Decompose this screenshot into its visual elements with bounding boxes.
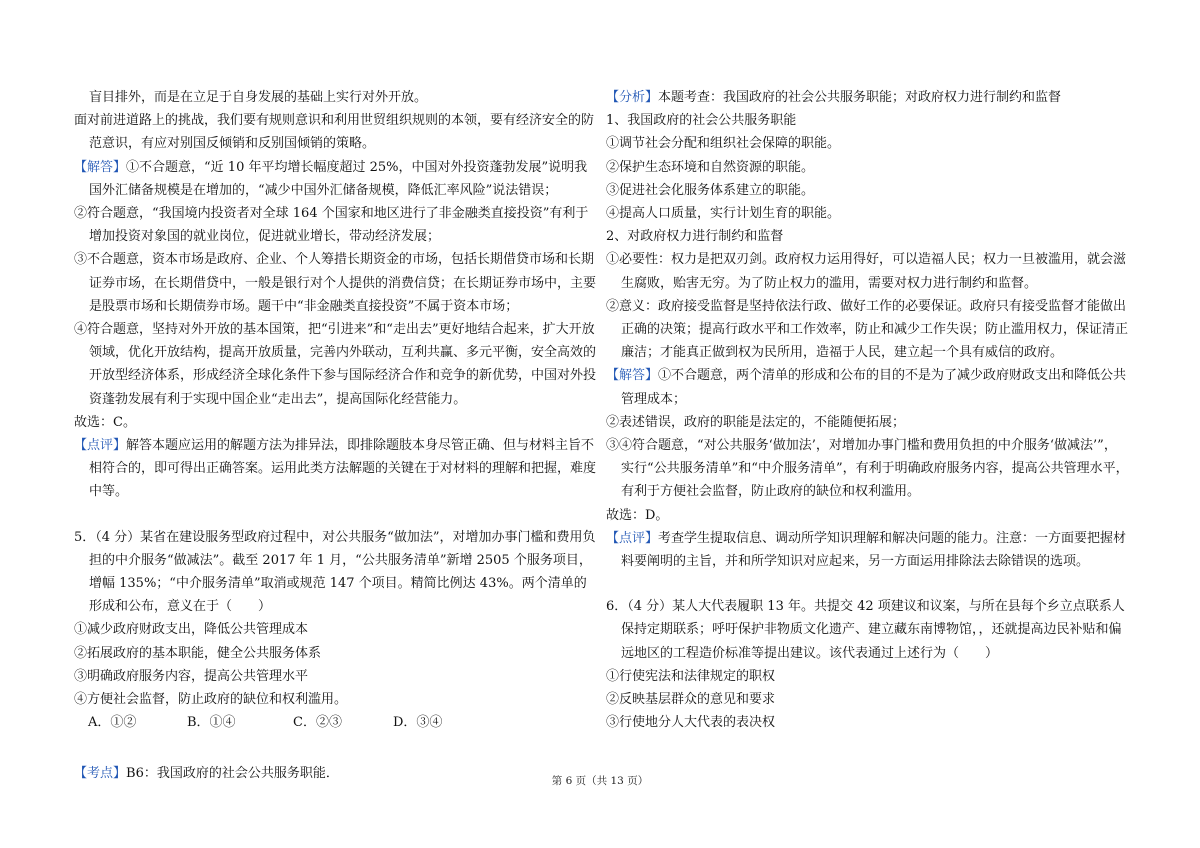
question-6-item: ③行使地分人大代表的表决权 <box>606 715 776 731</box>
option-c: C．②③ <box>293 715 342 731</box>
question-6-item: ②反映基层群众的意见和要求 <box>606 692 776 708</box>
comment-tag: 【点评】 <box>74 438 127 454</box>
option-b: B．①④ <box>187 715 236 731</box>
answer-tag: 【解答】 <box>74 159 127 175</box>
question-6-stem: 6．（4 分）某人大代表履职 13 年。共提交 42 项建议和议案，与所在县每个乡立点联系人保持定期联系；呼吁保护非物质文化遗产、建立藏东南博物馆，，还就提高边民补贴和偏远地区的工程造价标准等提出建议。该代表通过上述行为（ ） <box>606 599 1125 661</box>
analysis-heading <box>606 86 1129 109</box>
question-5-item: ③明确政府服务内容，提高公共管理水平 <box>74 668 309 684</box>
answer-item-3: ③④符合题意，“对公共服务‘做加法’，对增加办事门槛和费用负担的中介服务‘做减法’”，实行“公共服务清单”和“中介服务清单”，有利于明确政府服务内容，提高公共管理水平，有利于方便社会监督，防止政府的缺位和权利滥用。 <box>606 438 1129 500</box>
knowledge-tag: 【考点】 <box>74 766 127 782</box>
question-5-item: ④方便社会监督，防止政府的缺位和权利滥用。 <box>74 692 348 708</box>
left-column <box>74 86 597 786</box>
answer-item-3: ③不合题意，资本市场是政府、企业、个人筹措长期资金的市场，包括长期借贷市场和长期证券市场，在长期借贷中，一般是银行对个人提供的消费信贷；在长期证券市场中，主要是股票市场和长期债券市场。题干中“非金融类直接投资”不属于资本市场； <box>74 252 597 314</box>
section-heading-2: 2、对政府权力进行制约和监督 <box>606 229 784 245</box>
page-footer: 第 6 页（共 13 页） <box>551 775 649 787</box>
significance-paragraph: ②意义：政府接受监督是坚持依法行政、做好工作的必要保证。政府只有接受监督才能做出正确的决策；提高行政水平和工作效率，防止和减少工作失误；防止滥用权力，保证清正廉洁；才能真正做到权为民所用，造福于人民，建立起一个具有威信的政府。 <box>606 298 1129 361</box>
question-5-item: ②拓展政府的基本职能，健全公共服务体系 <box>74 645 322 661</box>
section-heading-1: 1、我国政府的社会公共服务职能 <box>606 113 797 129</box>
comment-paragraph <box>606 527 1129 573</box>
option-a: A．①② <box>88 715 137 731</box>
choice-result: 故选：D。 <box>606 507 669 523</box>
right-column <box>606 86 1129 734</box>
answer-tag: 【解答】 <box>606 368 659 384</box>
necessity-paragraph: ①必要性：权力是把双刃剑。政府权力运用得好，可以造福人民；权力一旦被滥用，就会滋生腐败，贻害无穷。为了防止权力的滥用，需要对权力进行制约和监督。 <box>606 252 1127 291</box>
function-item: ④提高人口质量，实行计划生育的职能。 <box>606 206 841 222</box>
answer-text: ①不合题意，两个清单的形成和公布的目的不是为了减少政府财政支出和降低公共管理成本； <box>621 368 1127 407</box>
option-d: D．③④ <box>393 715 443 731</box>
question-5-stem: 5．（4 分）某省在建设服务型政府过程中，对公共服务“做加法”，对增加办事门槛和费用负担的中介服务“做减法”。截至 2017 年 1 月，“公共服务清单”新增 2505 个服务项目，增幅 135%；“中介服务清单”取消或规范 147 个项目。精简比例达 43%。两个清单的形成和公布，意义在于（ ） <box>74 529 596 615</box>
answer-item-1 <box>74 156 597 202</box>
comment-text: 解答本题应运用的解题方法为排异法，即排除题肢本身尽管正确、但与材料主旨不相符合的，即可得出正确答案。运用此类方法解题的关键在于对材料的理解和把握，难度中等。 <box>89 438 597 500</box>
function-item: ①调节社会分配和组织社会保障的职能。 <box>606 136 841 152</box>
question-5-options <box>74 711 597 734</box>
answer-item-2: ②表述错误，政府的职能是法定的，不能随便拓展； <box>606 414 906 430</box>
answer-item-2: ②符合题意，“我国境内投资者对全球 164 个国家和地区进行了非金融类直接投资”有利于增加投资对象国的就业岗位，促进就业增长，带动经济发展； <box>74 206 589 245</box>
answer-item-1 <box>606 364 1129 410</box>
choice-result: 故选：C。 <box>74 414 136 430</box>
answer-text: ①不合题意，“近 10 年平均增长幅度超过 25%，中国对外投资蓬勃发展”说明我国外汇储备规模是在增加的，“减少中国外汇储备规模，降低汇率风险”说法错误； <box>89 159 588 198</box>
comment-paragraph <box>74 434 597 504</box>
question-6-item: ①行使宪法和法律规定的职权 <box>606 668 776 684</box>
continued-paragraph: 盲目排外，而是在立足于自身发展的基础上实行对外开放。 <box>89 90 428 105</box>
knowledge-text: B6：我国政府的社会公共服务职能． <box>126 766 339 782</box>
comment-tag: 【点评】 <box>606 530 659 546</box>
function-item: ③促进社会化服务体系建立的职能。 <box>606 182 815 198</box>
analysis-tag: 【分析】 <box>606 90 659 105</box>
analysis-paragraph: 面对前进道路上的挑战，我们要有规则意识和利用世贸组织规则的本领，要有经济安全的防范意识，有应对别国反倾销和反别国倾销的策略。 <box>74 113 595 152</box>
question-5-item: ①减少政府财政支出，降低公共管理成本 <box>74 622 309 638</box>
answer-item-4: ④符合题意，坚持对外开放的基本国策，把“引进来”和“走出去”更好地结合起来，扩大开放领域，优化开放结构，提高开放质量，完善内外联动，互利共赢、多元平衡，安全高效的开放型经济体系，形成经济全球化条件下参与国际经济合作和竞争的新优势，中国对外投资蓬勃发展有利于实现中国企业“走出去”，提高国际化经营能力。 <box>74 322 597 407</box>
function-item: ②保护生态环境和自然资源的职能。 <box>606 159 815 175</box>
comment-text: 考查学生提取信息、调动所学知识理解和解决问题的能力。注意：一方面要把握材料要阐明的主旨，并和所学知识对应起来，另一方面运用排除法去除错误的选项。 <box>621 530 1127 570</box>
analysis-text: 本题考查：我国政府的社会公共服务职能；对政府权力进行制约和监督 <box>658 90 1062 105</box>
